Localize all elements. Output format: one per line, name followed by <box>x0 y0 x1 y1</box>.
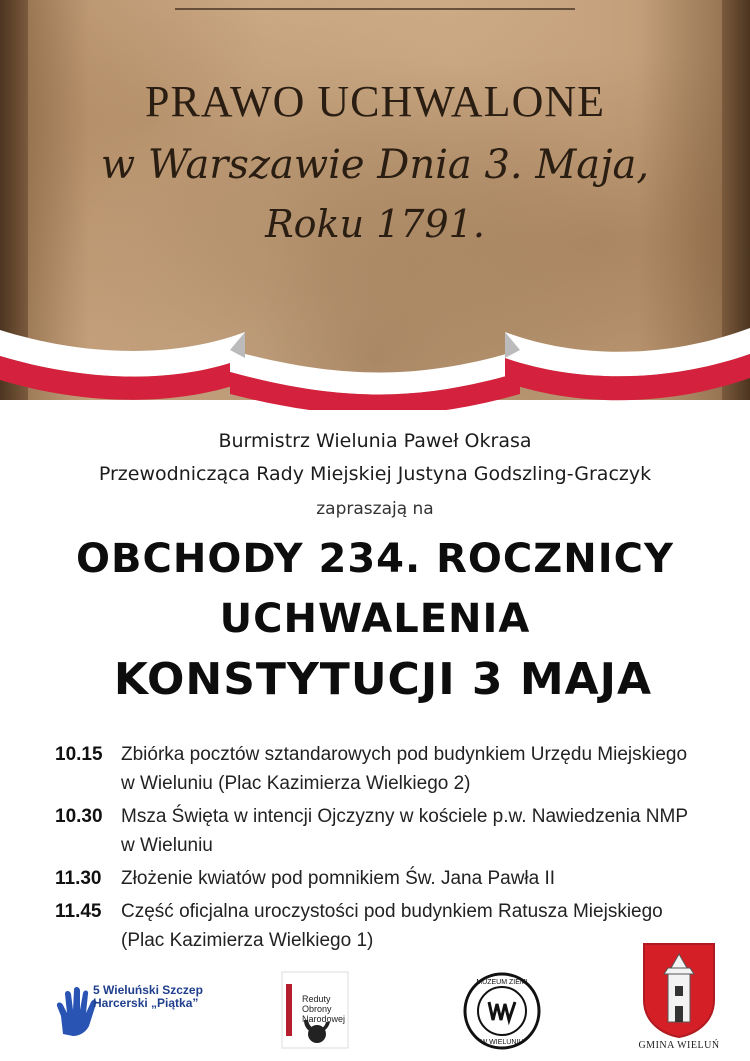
headline-line-1: OBCHODY 234. ROCZNICY <box>76 536 674 582</box>
mayor-line: Burmistrz Wielunia Paweł Okrasa <box>218 430 532 452</box>
flag-ribbon <box>0 310 750 410</box>
schedule-time: 10.30 <box>55 806 103 827</box>
tower-coat-of-arms-icon <box>640 940 718 1038</box>
ornament-line <box>175 0 575 10</box>
partner-logos <box>0 960 750 1061</box>
schedule-item <box>55 802 705 860</box>
schedule-description: Część oficjalna uroczystości pod budynkiem Ratusza Miejskiego (Plac Kazimierza Wielkiego 1) <box>121 901 663 951</box>
headline-line-3: KONSTYTUCJI 3 MAJA <box>113 654 653 705</box>
schedule-time: 11.45 <box>55 901 102 922</box>
schedule-item <box>55 740 705 798</box>
schedule-time: 10.15 <box>55 744 103 765</box>
schedule-item <box>55 897 705 955</box>
schedule-description: Złożenie kwiatów pod pomnikiem Św. Jana Pawła II <box>121 868 556 889</box>
schedule-item <box>55 864 705 893</box>
council-chair-line: Przewodnicząca Rady Miejskiej Justyna Godszling-Graczyk <box>98 463 652 485</box>
event-schedule <box>55 740 705 959</box>
museum-seal-icon <box>463 972 541 1050</box>
svg-text:MUZEUM ZIEMI: MUZEUM ZIEMI <box>476 979 528 986</box>
headline-line-2: UCHWALENIA <box>219 596 531 642</box>
obrona-logo-text: Reduty Obrony Narodowej <box>302 994 346 1024</box>
document-title: PRAWO UCHWALONE <box>144 77 605 126</box>
document-year: Roku 1791. <box>265 202 485 246</box>
schedule-time: 11.30 <box>55 868 102 889</box>
schedule-description: Zbiórka pocztów sztandarowych pod budynkiem Urzędu Miejskiego w Wieluniu (Plac Kazimierza Wielkiego 2) <box>121 744 688 794</box>
schedule-description: Msza Święta w intencji Ojczyzny w kościele p.w. Nawiedzenia NMP w Wieluniu <box>121 806 688 856</box>
gmina-logo-text: GMINA WIELUŃ <box>638 1040 720 1051</box>
invite-phrase: zapraszają na <box>316 499 434 519</box>
document-subtitle: w Warszawie Dnia 3. Maja, <box>100 142 650 188</box>
scouts-logo-text: 5 Wieluński Szczep Harcerski „Piątka” <box>93 983 203 1010</box>
svg-text:W WIELUNIU: W WIELUNIU <box>480 1039 524 1046</box>
